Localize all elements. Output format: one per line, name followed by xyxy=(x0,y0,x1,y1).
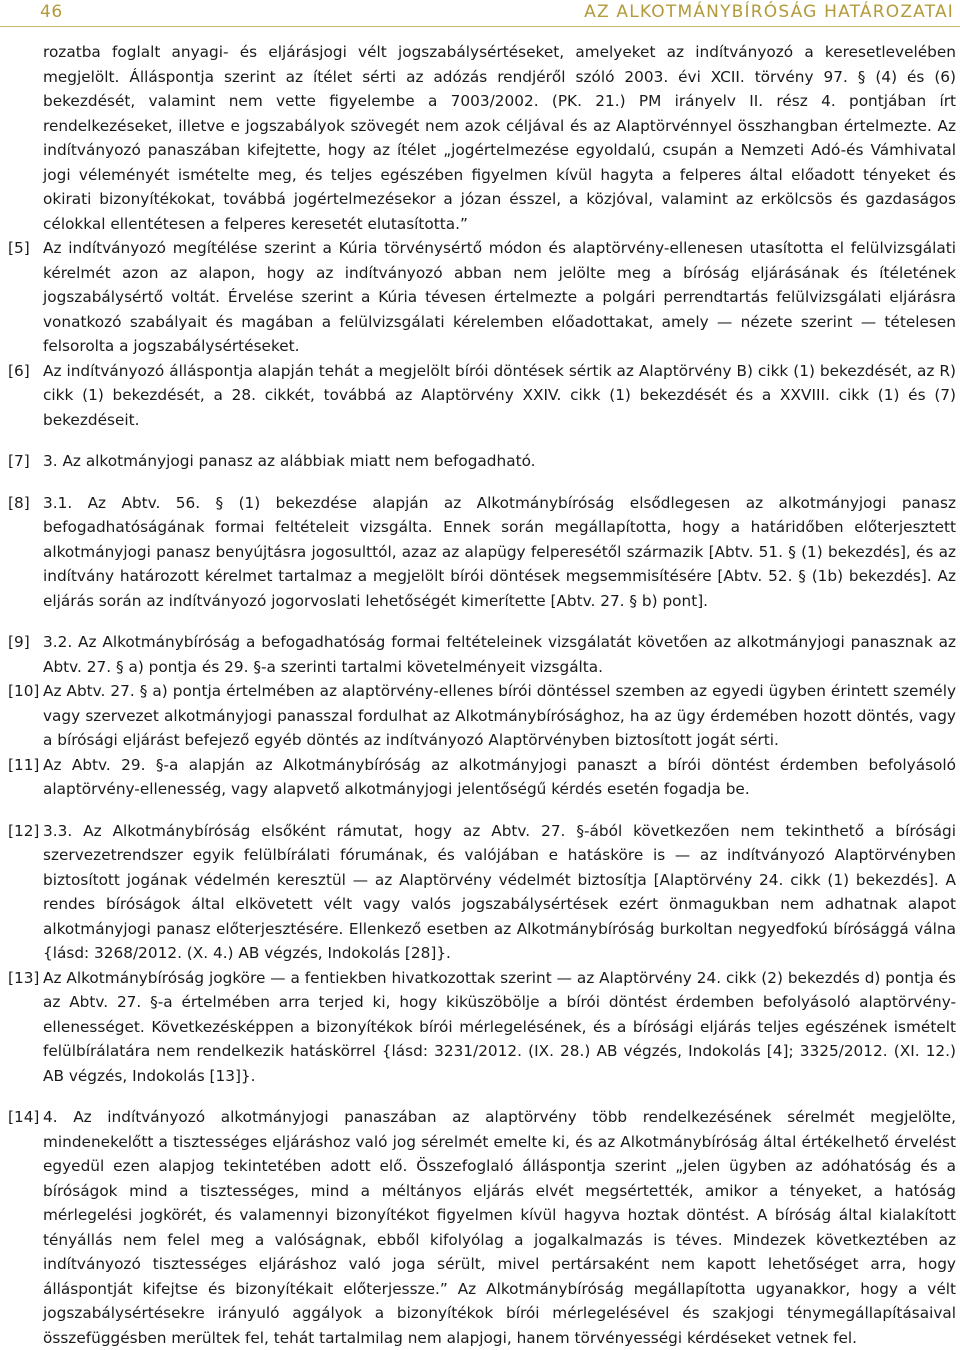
paragraph xyxy=(0,449,960,474)
paragraph-gap xyxy=(0,613,960,630)
page-header xyxy=(0,0,960,27)
running-title: AZ ALKOTMÁNYBÍRÓSÁG HATÁROZATAI xyxy=(584,2,954,22)
paragraph-gap xyxy=(0,474,960,491)
paragraph-text: Az Abtv. 29. §-a alapján az Alkotmánybíróság az alkotmányjogi panaszt a bírói döntést érdemben befolyásoló alaptörvény-ellenesség, vagy alapvető alkotmányjogi jelentőségű kérdés esetén fogadja be. xyxy=(43,755,956,798)
paragraph-text: 3.1. Az Abtv. 56. § (1) bekezdése alapján az Alkotmánybíróság elsődlegesen az alkotmányjogi panasz befogadhatóságának formai feltételeit vizsgálta. Ennek során megállapította, hogy a határidőben előterjesztett alkotmányjogi panasz benyújtásra jogosulttól, azaz az alapügy felperesétől származik [Abtv. 51. § (1) bekezdés], és az indítvány határozott kérelmet tartalmaz a megjelölt bírói döntések megsemmisítésére [Abtv. 52. § (1b) bekezdés]. Az eljárás során az indítványozó jogorvoslati lehetőségét kimerítette [Abtv. 27. § b) pont]. xyxy=(43,493,956,610)
paragraph xyxy=(0,1105,960,1350)
paragraph-gap xyxy=(0,432,960,449)
paragraph-number: [6] xyxy=(8,361,30,380)
paragraph-text: rozatba foglalt anyagi- és eljárásjogi vélt jogszabálysértéseket, amelyeket az indítványozó a keresetlevelében megjelölt. Álláspontja szerint az ítélet sérti az adózás rendjéről szóló 2003. évi XCII. törvény 97. § (4) és (6) bekezdését, valamint nem vette figyelembe a 7003/2002. (PK. 21.) PM irányelv II. rész 4. pontjában írt rendelkezéseket, illetve e jogszabályok szövegét nem azok céljával és az Alaptörvénnyel összhangban értelmezte. Az indítványozó panaszában kifejtette, hogy az ítélet „jogértelmezése egyoldalú, csupán a Nemzeti Adó-és Vámhivatal jogi véleményét ismételte meg, és teljes egészében figyelmen kívül hagyta a felperes által előadott tényeket és okirati bizonyítékokat, továbbá jogértelmezésekor a józan ésszel, a közjóval, valamint az erkölcsös és gazdaságos célokkal ellentétesen a felperes keresetét elutasította.” xyxy=(43,43,956,233)
paragraph-number: [11] xyxy=(8,755,40,774)
paragraph xyxy=(0,679,960,753)
paragraph-text: Az Abtv. 27. § a) pontja értelmében az alaptörvény-ellenes bírói döntéssel szemben az egyedi ügyben érintett személy vagy szervezet alkotmányjogi panasszal fordulhat az Alkotmánybírósághoz, ha az ügy érdemében hozott döntés, vagy a bírósági eljárást befejező egyéb döntés az indítványozó Alaptörvényben biztosított jogát sérti. xyxy=(43,682,956,749)
paragraph-number: [8] xyxy=(8,493,30,512)
paragraph xyxy=(0,819,960,966)
paragraph-number: [5] xyxy=(8,239,30,257)
paragraph-text: Az indítványozó megítélése szerint a Kúria törvénysértő módon és alaptörvény-ellenesen utasította el felülvizsgálati kérelmét azon az alapon, hogy az indítványozó abban nem jelölte meg a bíróság eljárásának és ítéletének jogszabálysértő voltát. Érvelése szerint a Kúria tévesen értelmezte a polgári perrendtartás felülvizsgálati eljárásra vonatkozó szabályait és magában a felülvizsgálati kérelemben előadottakat, amely — nézete szerint — tételesen felsorolta a jogszabálysértéseket. xyxy=(43,239,956,355)
paragraph-gap xyxy=(0,1088,960,1105)
paragraph-number: [12] xyxy=(8,821,40,840)
paragraph xyxy=(0,630,960,679)
paragraph-text: 3.2. Az Alkotmánybíróság a befogadhatóság formai feltételeinek vizsgálatát követően az alkotmányjogi panasznak az Abtv. 27. § a) pontja és 29. §-a szerinti tartalmi követelményeit vizsgálta. xyxy=(43,633,956,676)
paragraph-text: Az indítványozó álláspontja alapján tehát a megjelölt bírói döntések sértik az Alaptörvény B) cikk (1) bekezdését, az R) cikk (1) bekezdését, a 28. cikkét, továbbá az Alaptörvény XXIV. cikk (1) bekezdését és a XXVIII. cikk (1) és (7) bekezdéseit. xyxy=(43,361,956,429)
paragraph-number: [7] xyxy=(8,452,30,470)
page-number: 46 xyxy=(40,2,63,22)
paragraph xyxy=(0,491,960,614)
paragraph-text: 4. Az indítványozó alkotmányjogi panaszában az alaptörvény több rendelkezésének sérelmét megjelölte, mindenekelőtt a tisztességes eljáráshoz való jog sérelmét emelte ki, és az Alkotmánybíróság által értékelhető érvelést egyedül ezen alapjog tekintetében adott elő. Összefoglaló álláspontja szerint „jelen ügyben az adóhatóság és a bíróságok mind a tisztességes, mind a méltányos eljárás elvét megsértették, amikor a tényeket, a hatóság mérlegelési jogkörét, és valamennyi bizonyítékot figyelmen kívül hagyva hoztak döntést. A bíróság által kialakított tényállás nem felel meg a valóságnak, ebből kifolyólag a jogalkalmazás is téves. Mindezek következtében az indítványozó tisztességes eljáráshoz való joga sérült, mivel pertársaként nem kapott lehetőséget arra, hogy álláspontját kifejtse és bizonyítékait előterjessze.” Az Alkotmánybíróság megállapította ugyanakkor, hogy a vélt jogszabálysértésekre irányuló aggályok a bizonyítékok bírói mérlegelésével és szakjogi ténymegállapításaival összefüggésben merültek fel, tehát tartalmilag nem alapjogi, hanem törvényességi kérdéseket vetnek fel. xyxy=(43,1108,956,1347)
document-body xyxy=(0,40,960,1350)
paragraph xyxy=(0,966,960,1089)
paragraph-number: [14] xyxy=(8,1108,40,1126)
paragraph-text: Az Alkotmánybíróság jogköre — a fentiekben hivatkozottak szerint — az Alaptörvény 24. cikk (2) bekezdés d) pontja és az Abtv. 27. §-a értelmében arra terjed ki, hogy kiküszöbölje a bírói döntést érdemben befolyásoló alaptörvény-ellenességet. Következésképpen a bizonyítékok bírói mérlegelésének, és a bírósági eljárás teljes egészének ismételt felülbírálatára nem rendelkezik hatáskörrel {lásd: 3231/2012. (IX. 28.) AB végzés, Indokolás [4]; 3325/2012. (XI. 12.) AB végzés, Indokolás [13]}. xyxy=(43,968,956,1085)
paragraph-number: [9] xyxy=(8,633,30,651)
paragraph-number: [13] xyxy=(8,968,40,987)
paragraph-gap xyxy=(0,802,960,819)
paragraph xyxy=(0,753,960,802)
paragraph-text: 3. Az alkotmányjogi panasz az alábbiak miatt nem befogadható. xyxy=(43,452,536,470)
paragraph xyxy=(0,359,960,433)
paragraph-text: 3.3. Az Alkotmánybíróság elsőként rámutat, hogy az Abtv. 27. §-ából következően nem tekinthető a bírósági szervezetrendszer egyik felülbírálati fórumának, és valójában e hatásköre is — az indítványozó Alaptörvényben biztosított jogának védelmén keresztül — az Alaptörvény védelmét biztosítja [Alaptörvény 24. cikk (1) bekezdés]. A rendes bíróságok által elkövetett vélt vagy valós jogszabálysértések ezért önmagukban nem adhatnak alapot alkotmányjogi panasz előterjesztésére. Ellenkező esetben az Alkotmánybíróság burkoltan negyedfokú bírósággá válna {lásd: 3268/2012. (X. 4.) AB végzés, Indokolás [28]}. xyxy=(43,821,956,962)
paragraph xyxy=(0,40,960,236)
paragraph-number: [10] xyxy=(8,682,40,700)
paragraph xyxy=(0,236,960,359)
